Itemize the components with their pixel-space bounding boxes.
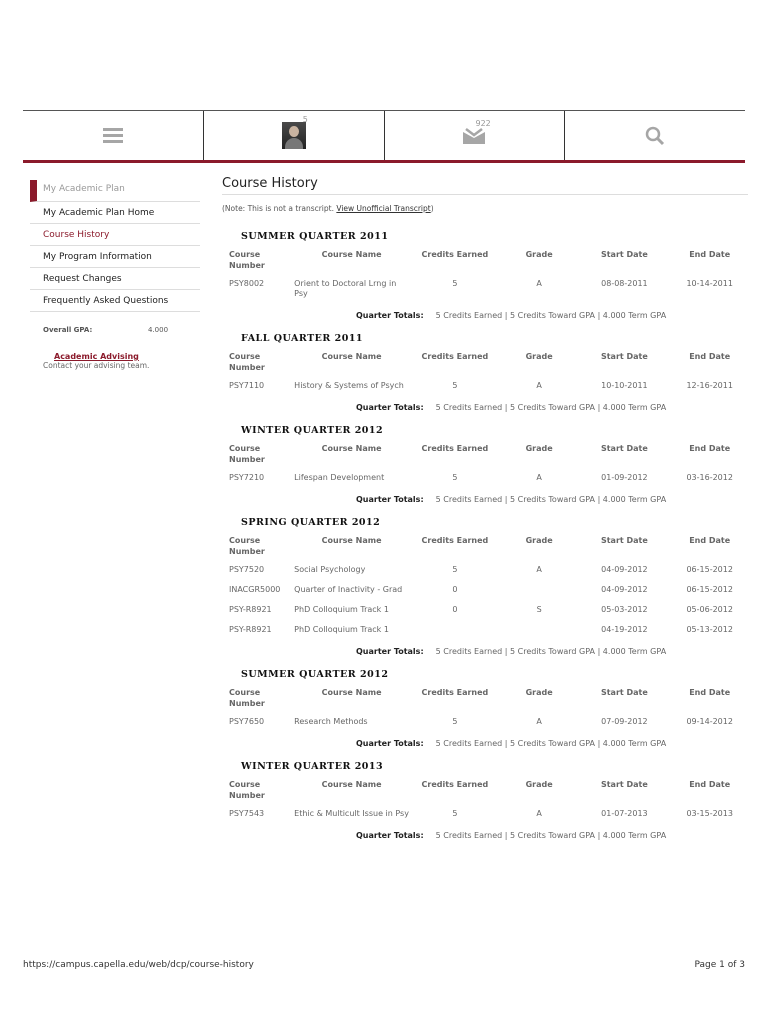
avatar [282,122,306,149]
column-header: Course Name [321,780,382,789]
quarter-totals-label: Quarter Totals: [356,311,424,320]
cell-end: 09-14-2012 [686,717,733,726]
quarter-totals-label: Quarter Totals: [356,739,424,748]
footer-page-number: Page 1 of 3 [694,960,745,970]
column-header: Start Date [600,352,648,361]
column-header: Start Date [600,250,648,259]
column-header: Grade [525,780,553,789]
quarter-heading: WINTER QUARTER 2013 [241,761,384,772]
column-header: Grade [525,250,553,259]
quarter-totals-value: 5 Credits Earned | 5 Credits Toward GPA | 4.000 Term GPA [435,495,667,504]
cell-num: PSY-R8921 [229,605,272,614]
quarter-section [222,757,748,849]
column-header: Course Name [321,250,382,259]
cell-num: PSY7543 [229,809,265,818]
sidebar-item[interactable]: Frequently Asked Questions [30,290,200,312]
table-row [222,559,748,579]
note-suffix: ) [430,204,434,213]
quarter-heading: WINTER QUARTER 2012 [241,425,384,436]
note-prefix: (Note: This is not a transcript. [222,204,337,213]
course-table [222,777,748,823]
cell-credits: 5 [452,809,458,818]
table-header-row [222,441,748,467]
cell-grade: A [536,717,542,726]
table-row [222,579,748,599]
overall-gpa [30,312,200,334]
quarter-totals [222,303,748,329]
cell-name: PhD Colloquium Track 1 [294,625,389,634]
course-table [222,349,748,395]
table-row [222,273,748,303]
column-header: Grade [525,688,553,697]
cell-credits: 0 [452,605,458,614]
top-nav-bar [23,110,745,163]
course-table [222,247,748,303]
mail-badge: 922 [475,119,491,128]
quarter-heading: SUMMER QUARTER 2012 [241,669,389,680]
cell-credits: 0 [452,585,458,594]
quarter-totals-label: Quarter Totals: [356,403,424,412]
cell-name: Lifespan Development [294,473,385,482]
column-header: Grade [525,352,553,361]
column-header: Credits Earned [421,536,489,545]
cell-name: Quarter of Inactivity - Grad [294,585,403,594]
quarter-totals-label: Quarter Totals: [356,831,424,840]
column-header: End Date [689,250,731,259]
table-header-row [222,349,748,375]
cell-end: 06-15-2012 [686,565,733,574]
quarter-totals-value: 5 Credits Earned | 5 Credits Toward GPA | 4.000 Term GPA [435,831,667,840]
table-header-row [222,685,748,711]
column-header: Course Name [321,688,382,697]
column-header: Credits Earned [421,444,489,453]
cell-end: 05-13-2012 [686,625,733,634]
cell-start: 10-10-2011 [601,381,648,390]
table-header-row [222,247,748,273]
quarter-section [222,227,748,329]
column-header: End Date [689,536,731,545]
column-header: Credits Earned [421,688,489,697]
menu-button[interactable] [23,111,204,160]
column-header: Credits Earned [421,250,489,259]
sidebar-item[interactable]: Course History [30,224,200,246]
cell-name: Research Methods [294,717,368,726]
column-header: Start Date [600,780,648,789]
course-table [222,441,748,487]
cell-name: History & Systems of Psych [294,381,404,390]
gpa-label: Overall GPA: [43,326,93,334]
sidebar-item[interactable]: My Academic Plan Home [30,202,200,224]
quarter-section [222,421,748,513]
column-header: Course Number [229,352,265,372]
cell-start: 08-08-2011 [601,279,648,288]
quarter-totals-value: 5 Credits Earned | 5 Credits Toward GPA | 4.000 Term GPA [435,311,667,320]
footer-url: https://campus.capella.edu/web/dcp/course-history [23,960,254,970]
column-header: End Date [689,688,731,697]
cell-num: INACGR5000 [229,585,281,594]
column-header: Course Name [321,536,382,545]
cell-end: 05-06-2012 [686,605,733,614]
cell-grade [501,579,578,599]
table-header-row [222,777,748,803]
advising-block [30,334,200,370]
quarter-heading: SUMMER QUARTER 2011 [241,231,389,242]
column-header: Grade [525,444,553,453]
cell-start: 04-09-2012 [601,585,648,594]
mail-icon [462,127,486,145]
cell-start: 04-19-2012 [601,625,648,634]
course-table [222,685,748,731]
cell-end: 12-16-2011 [686,381,733,390]
cell-credits [409,619,501,639]
transcript-note [222,204,748,213]
advising-description: Contact your advising team. [43,361,150,370]
quarter-section [222,329,748,421]
cell-num: PSY7650 [229,717,265,726]
column-header: Grade [525,536,553,545]
cell-end: 06-15-2012 [686,585,733,594]
column-header: Course Name [321,444,382,453]
quarter-heading: SPRING QUARTER 2012 [241,517,381,528]
table-row [222,467,748,487]
quarter-section [222,513,748,665]
quarter-totals-label: Quarter Totals: [356,647,424,656]
cell-grade: A [536,473,542,482]
quarter-totals [222,823,748,849]
cell-start: 01-07-2013 [601,809,648,818]
sidebar-item[interactable]: My Program Information [30,246,200,268]
cell-num: PSY7110 [229,381,265,390]
cell-end: 03-16-2012 [686,473,733,482]
cell-start: 01-09-2012 [601,473,648,482]
gpa-value: 4.000 [148,326,169,334]
column-header: End Date [689,352,731,361]
cell-start: 07-09-2012 [601,717,648,726]
column-header: Course Number [229,444,265,464]
table-row [222,599,748,619]
column-header: Course Name [321,352,382,361]
search-icon [645,126,665,146]
quarter-totals-value: 5 Credits Earned | 5 Credits Toward GPA | 4.000 Term GPA [435,647,667,656]
profile-button[interactable] [204,111,385,160]
course-table [222,533,748,639]
column-header: Credits Earned [421,780,489,789]
main-content [222,176,748,849]
quarter-heading: FALL QUARTER 2011 [241,333,364,344]
quarter-totals [222,639,748,665]
cell-grade: A [536,565,542,574]
sidebar-item[interactable]: Request Changes [30,268,200,290]
cell-credits: 5 [452,381,458,390]
cell-credits: 5 [452,717,458,726]
cell-start: 05-03-2012 [601,605,648,614]
cell-name: Ethic & Multicult Issue in Psy [294,809,409,818]
table-row [222,803,748,823]
quarter-section [222,665,748,757]
messages-button[interactable] [385,111,566,160]
quarter-totals [222,731,748,757]
hamburger-icon [103,125,123,146]
column-header: Start Date [600,536,648,545]
cell-num: PSY7520 [229,565,265,574]
column-header: Course Number [229,688,265,708]
cell-credits: 5 [452,565,458,574]
quarter-totals [222,487,748,513]
quarter-totals-value: 5 Credits Earned | 5 Credits Toward GPA | 4.000 Term GPA [435,739,667,748]
quarter-totals [222,395,748,421]
cell-num: PSY8002 [229,279,265,288]
column-header: Course Number [229,250,265,270]
cell-end: 10-14-2011 [686,279,733,288]
sidebar-header: My Academic Plan [30,180,200,202]
cell-grade: A [536,279,542,288]
print-footer [23,960,745,970]
table-header-row [222,533,748,559]
cell-grade [501,619,578,639]
academic-advising-link[interactable]: Academic Advising [54,352,139,361]
column-header: Course Number [229,780,265,800]
cell-grade: A [536,381,542,390]
page-title: Course History [222,176,748,195]
cell-end: 03-15-2013 [686,809,733,818]
cell-grade: S [536,605,542,614]
column-header: Start Date [600,688,648,697]
table-row [222,619,748,639]
cell-name: Social Psychology [294,565,366,574]
search-button[interactable] [565,111,745,160]
cell-grade: A [536,809,542,818]
cell-credits: 5 [452,473,458,482]
table-row [222,711,748,731]
cell-start: 04-09-2012 [601,565,648,574]
column-header: Course Number [229,536,265,556]
cell-name: Orient to Doctoral Lrng in Psy [294,279,397,298]
column-header: End Date [689,780,731,789]
column-header: Credits Earned [421,352,489,361]
cell-num: PSY-R8921 [229,625,272,634]
quarter-totals-value: 5 Credits Earned | 5 Credits Toward GPA | 4.000 Term GPA [435,403,667,412]
quarter-totals-label: Quarter Totals: [356,495,424,504]
cell-num: PSY7210 [229,473,265,482]
table-row [222,375,748,395]
column-header: End Date [689,444,731,453]
cell-name: PhD Colloquium Track 1 [294,605,389,614]
sidebar [30,180,200,370]
cell-credits: 5 [452,279,458,288]
column-header: Start Date [600,444,648,453]
unofficial-transcript-link[interactable]: View Unofficial Transcript [336,204,431,213]
profile-badge: 5 [302,115,308,124]
